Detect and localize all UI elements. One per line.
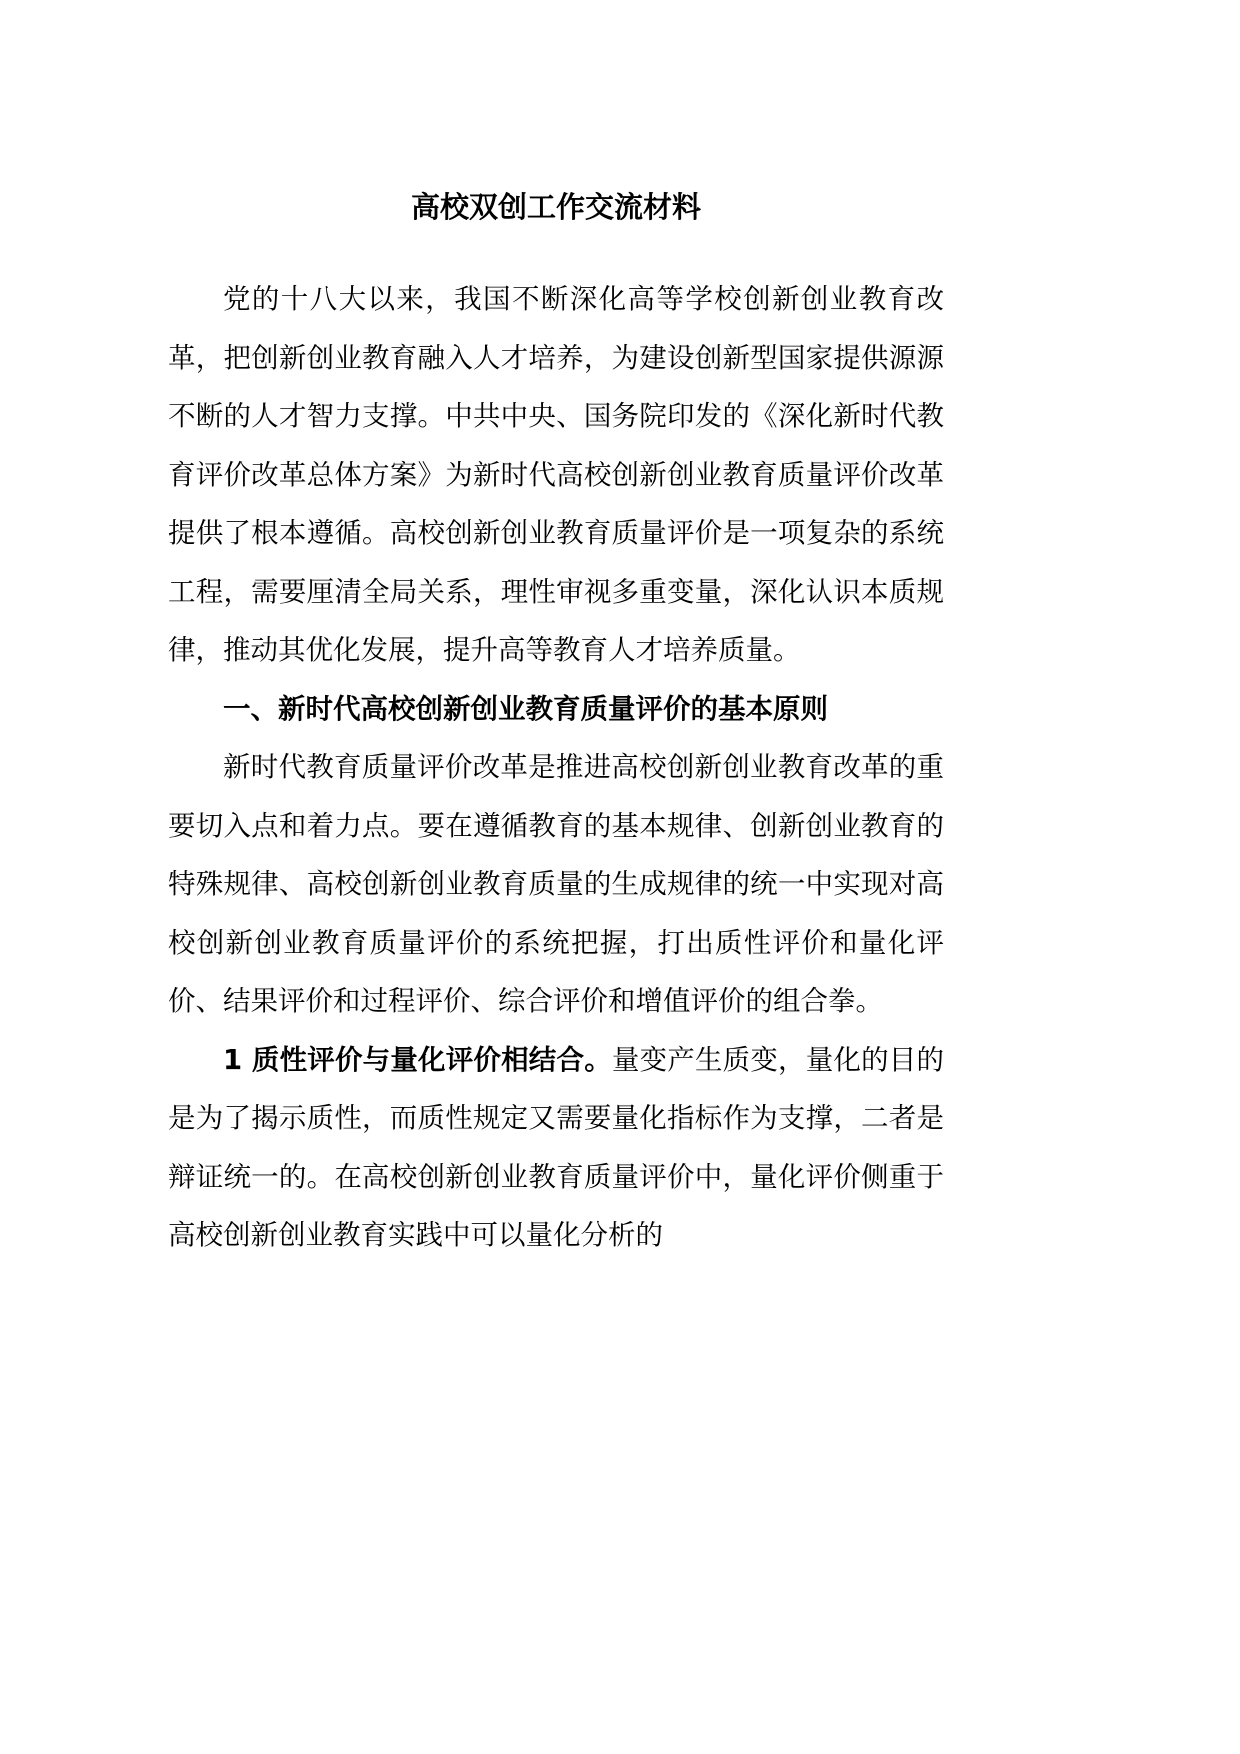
intro-paragraph: 党的十八大以来，我国不断深化高等学校创新创业教育改革，把创新创业教育融入人才培养，为建设创新型国家提供源源不断的人才智力支撑。中共中央、国务院印发的《深化新时代教育评价改革总体方案》为新时代高校创新创业教育质量评价改革提供了根本遵循。高校创新创业教育质量评价是一项复杂的系统工程，需要厘清全局关系，理性审视多重变量，深化认识本质规律，推动其优化发展，提升高等教育人才培养质量。: [168, 283, 944, 666]
subsection-1-paragraph: [168, 1031, 944, 1265]
document-title: 高校双创工作交流材料: [410, 190, 701, 224]
subsection-1-lead: 1 质性评价与量化评价相结合。: [223, 1043, 612, 1076]
section-1-paragraph: 新时代教育质量评价改革是推进高校创新创业教育改革的重要切入点和着力点。要在遵循教育的基本规律、创新创业教育的特殊规律、高校创新创业教育质量的生成规律的统一中实现对高校创新创业教育质量评价的系统把握，打出质性评价和量化评价、结果评价和过程评价、综合评价和增值评价的组合拳。: [168, 751, 944, 1017]
document-page: [168, 178, 944, 1265]
section-heading-1: 一、新时代高校创新创业教育质量评价的基本原则: [223, 692, 828, 725]
subsection-1-text: 量变产生质变，量化的目的是为了揭示质性，而质性规定又需要量化指标作为支撑，二者是辩证统一的。在高校创新创业教育质量评价中，量化评价侧重于高校创新创业教育实践中可以量化分析的: [168, 1043, 944, 1251]
